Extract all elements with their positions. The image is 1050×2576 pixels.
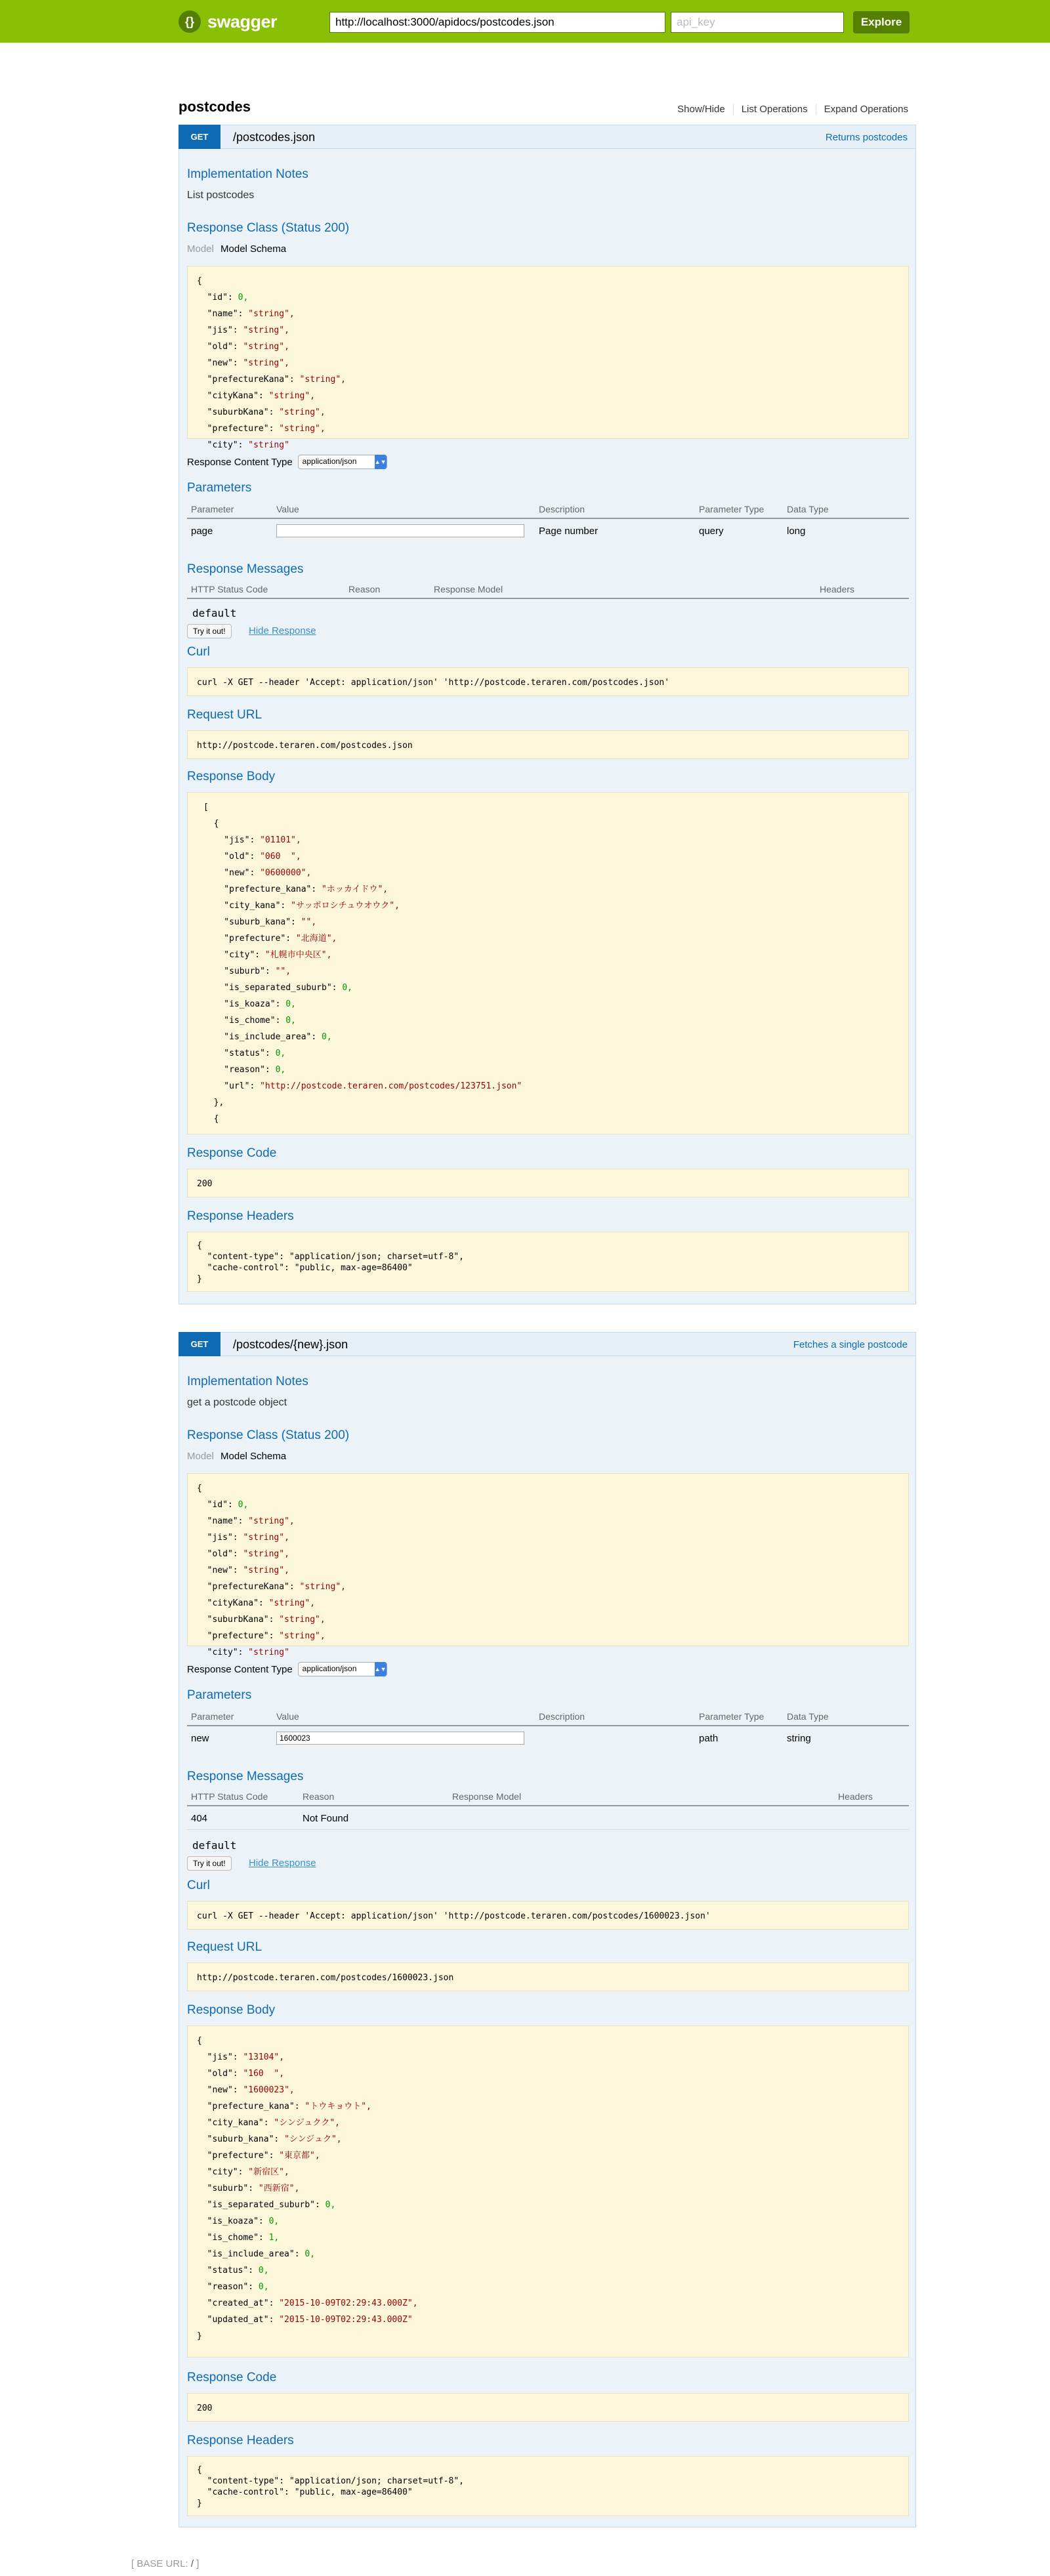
- col-status-code: HTTP Status Code: [191, 584, 268, 594]
- implementation-notes-text: List postcodes: [187, 190, 255, 201]
- page-param-input[interactable]: [276, 524, 524, 537]
- header-line: "cache-control": "public, max-age=86400": [197, 2487, 413, 2497]
- header-line: }: [197, 2499, 202, 2508]
- code-line: "new": "string",: [197, 358, 289, 368]
- col-parameter-type: Parameter Type: [699, 504, 765, 514]
- param-type: query: [699, 526, 724, 537]
- code-line: "city_kana": "シンジュクク",: [197, 2118, 340, 2128]
- content-type-select[interactable]: [298, 1662, 387, 1676]
- param-data-type: string: [787, 1733, 811, 1744]
- code-line: "jis": "01101",: [203, 835, 301, 845]
- operation-summary[interactable]: Returns postcodes: [825, 132, 908, 143]
- code-line: "old": "string",: [197, 1549, 289, 1559]
- operation-summary[interactable]: Fetches a single postcode: [793, 1339, 908, 1350]
- param-description: Page number: [539, 526, 598, 537]
- col-parameter-type: Parameter Type: [699, 1711, 765, 1722]
- code-line: "cityKana": "string",: [197, 1598, 316, 1608]
- explore-button[interactable]: Explore: [853, 11, 910, 33]
- header-line: {: [197, 1241, 202, 1251]
- code-line: "city": "新宿区",: [197, 2167, 289, 2177]
- code-line: "is_chome": 0,: [203, 1016, 296, 1026]
- parameter-row: [187, 1726, 909, 1750]
- response-content-type-label: Response Content Type: [187, 1663, 293, 1675]
- api-key-input[interactable]: [671, 12, 844, 33]
- curl-command: curl -X GET --header 'Accept: application/json' 'http://postcode.teraren.com/postcodes.json': [197, 678, 670, 688]
- model-tab[interactable]: Model: [187, 243, 214, 255]
- col-value: Value: [276, 504, 299, 514]
- code-line: "suburb_kana": "シンジュク",: [197, 2134, 342, 2144]
- header-line: "content-type": "application/json; charset=utf-8",: [197, 2476, 464, 2486]
- col-description: Description: [539, 504, 585, 514]
- response-headers-heading: Response Headers: [187, 2434, 294, 2447]
- code-line: "old": "string",: [197, 342, 289, 352]
- code-line: {: [203, 1114, 219, 1124]
- param-data-type: long: [787, 526, 806, 537]
- col-reason: Reason: [303, 1791, 335, 1802]
- http-method-badge[interactable]: GET: [178, 1332, 220, 1356]
- code-line: "prefecture": "string",: [197, 424, 326, 434]
- base-url-label: BASE URL: [136, 2558, 186, 2569]
- response-messages-heading: Response Messages: [187, 1770, 304, 1783]
- select-arrow-icon: ▲▼: [375, 455, 387, 469]
- parameters-table: [187, 502, 909, 543]
- code-line: "id": 0,: [197, 1500, 249, 1510]
- parameters-heading: Parameters: [187, 1688, 252, 1702]
- response-class-heading: Response Class (Status 200): [187, 1428, 350, 1442]
- resource-links: [669, 104, 908, 115]
- col-value: Value: [276, 1711, 299, 1722]
- select-arrow-icon: ▲▼: [375, 1662, 387, 1676]
- code-line: "created_at": "2015-10-09T02:29:43.000Z",: [197, 2298, 418, 2308]
- code-line: "prefecture": "北海道",: [203, 934, 337, 944]
- code-line: "new": "1600023",: [197, 2085, 295, 2095]
- response-body-heading: Response Body: [187, 2003, 276, 2017]
- parameters-table: [187, 1709, 909, 1750]
- content-type-value: application/json: [302, 1664, 357, 1673]
- message-reason: Not Found: [303, 1813, 349, 1824]
- content-type-value: application/json: [302, 457, 357, 466]
- header-line: "content-type": "application/json; charset=utf-8",: [197, 1252, 464, 1262]
- model-tabs: [187, 243, 286, 255]
- response-messages-table: [187, 1789, 909, 1830]
- code-line: "prefecture_kana": "ホッカイドウ",: [203, 884, 388, 894]
- response-content-type-label: Response Content Type: [187, 456, 293, 468]
- http-method-badge[interactable]: GET: [178, 125, 220, 149]
- model-tab[interactable]: Model: [187, 1451, 214, 1462]
- code-line: "suburbKana": "string",: [197, 1615, 326, 1625]
- code-line: "city_kana": "サッポロシチュウオウク",: [203, 901, 400, 911]
- response-content-type: [187, 1662, 387, 1676]
- operation-path[interactable]: /postcodes.json: [233, 131, 316, 144]
- model-schema-tab[interactable]: Model Schema: [220, 243, 287, 255]
- curl-box[interactable]: [187, 667, 909, 696]
- response-code-heading: Response Code: [187, 2371, 277, 2384]
- col-response-model: Response Model: [452, 1791, 522, 1802]
- code-line: "cityKana": "string",: [197, 391, 316, 401]
- response-headers-heading: Response Headers: [187, 1209, 294, 1223]
- code-line: "new": "string",: [197, 1566, 289, 1575]
- code-line: [: [203, 802, 209, 812]
- implementation-notes-text: get a postcode object: [187, 1397, 287, 1408]
- code-line: "name": "string",: [197, 1516, 295, 1526]
- code-line: "is_separated_suburb": 0,: [197, 2200, 336, 2210]
- response-messages-table: [187, 582, 909, 599]
- model-schema-box[interactable]: [187, 1473, 909, 1657]
- code-line: "is_include_area": 0,: [203, 1032, 332, 1042]
- code-line: "prefectureKana": "string",: [197, 1582, 346, 1592]
- header-line: "cache-control": "public, max-age=86400": [197, 1263, 413, 1273]
- parameters-header-row: [187, 502, 909, 519]
- code-line: "prefecture_kana": "トウキョウト",: [197, 2102, 371, 2111]
- curl-heading: Curl: [187, 1879, 210, 1892]
- code-line: "prefecture": "string",: [197, 1631, 326, 1641]
- col-parameter: Parameter: [191, 504, 234, 514]
- code-line: "city": "string": [197, 1648, 289, 1657]
- request-url-text: http://postcode.teraren.com/postcodes.json: [197, 741, 413, 751]
- swagger-logo-icon: {}: [178, 10, 201, 33]
- request-url-box[interactable]: [187, 1963, 909, 1991]
- code-line: {: [197, 1484, 202, 1493]
- col-description: Description: [539, 1711, 585, 1722]
- col-data-type: Data Type: [787, 1711, 829, 1722]
- curl-heading: Curl: [187, 645, 210, 659]
- base-url-footer: [ BASE URL: / ]: [131, 2558, 200, 2569]
- model-schema-tab[interactable]: Model Schema: [220, 1451, 287, 1462]
- default-label: default: [192, 1839, 237, 1852]
- message-row: [187, 1806, 909, 1830]
- hide-response-link[interactable]: Hide Response: [249, 625, 316, 636]
- header-line: {: [197, 2465, 202, 2475]
- code-line: "is_separated_suburb": 0,: [203, 983, 352, 993]
- code-line: "suburb": "西新宿",: [197, 2184, 300, 2193]
- code-line: "city": "札幌市中央区",: [203, 950, 332, 960]
- request-url-box[interactable]: [187, 730, 909, 759]
- col-parameter: Parameter: [191, 1711, 234, 1722]
- request-url-heading: Request URL: [187, 1940, 262, 1954]
- response-code-value: 200: [197, 1179, 213, 1189]
- code-line: "old": "060 ",: [203, 852, 301, 862]
- operation-list-postcodes: [178, 125, 916, 1304]
- base-url-value: /: [190, 2558, 194, 2569]
- response-headers-box[interactable]: [187, 2456, 909, 2516]
- code-line: {: [197, 2036, 202, 2046]
- curl-command: curl -X GET --header 'Accept: application/json' 'http://postcode.teraren.com/postcodes/1600023.json': [197, 1911, 711, 1921]
- code-line: "id": 0,: [197, 293, 249, 302]
- response-code-box[interactable]: [187, 1169, 909, 1197]
- code-line: "jis": "string",: [197, 1533, 289, 1543]
- operation-path[interactable]: /postcodes/{new}.json: [233, 1338, 348, 1351]
- swagger-logo[interactable]: [178, 10, 277, 33]
- parameters-heading: Parameters: [187, 481, 252, 495]
- code-line: "suburb_kana": "",: [203, 917, 317, 927]
- model-tabs: [187, 1451, 286, 1462]
- col-data-type: Data Type: [787, 504, 829, 514]
- operation-heading[interactable]: [179, 1333, 915, 1356]
- list-operations-link[interactable]: List Operations: [733, 104, 816, 115]
- code-line: {: [197, 276, 202, 286]
- message-code: 404: [191, 1813, 208, 1824]
- code-line: "city": "string": [197, 440, 289, 450]
- response-messages-heading: Response Messages: [187, 562, 304, 576]
- operation-get-postcode: [178, 1332, 916, 2527]
- show-hide-link[interactable]: Show/Hide: [677, 104, 725, 115]
- response-body-box[interactable]: [187, 792, 909, 1134]
- default-label: default: [192, 607, 237, 619]
- code-line: }: [197, 2331, 202, 2341]
- col-reason: Reason: [348, 584, 381, 594]
- code-line: {: [203, 819, 219, 829]
- expand-operations-link[interactable]: Expand Operations: [816, 104, 908, 115]
- try-it-out-button[interactable]: Try it out!: [187, 1856, 232, 1871]
- curl-box[interactable]: [187, 1901, 909, 1930]
- response-body-box[interactable]: [187, 2025, 909, 2358]
- code-line: "is_koaza": 0,: [197, 2216, 280, 2226]
- top-bar: [0, 0, 1050, 43]
- request-url-text: http://postcode.teraren.com/postcodes/1600023.json: [197, 1973, 454, 1983]
- response-code-box[interactable]: [187, 2393, 909, 2422]
- model-schema-box[interactable]: [187, 266, 909, 450]
- param-type: path: [699, 1733, 719, 1744]
- code-line: "is_include_area": 0,: [197, 2249, 316, 2259]
- operation-heading[interactable]: [179, 125, 915, 149]
- new-param-input[interactable]: [276, 1732, 524, 1745]
- code-line: "status": 0,: [197, 2266, 269, 2275]
- code-line: "suburbKana": "string",: [197, 407, 326, 417]
- col-response-model: Response Model: [434, 584, 503, 594]
- response-headers-box[interactable]: [187, 1232, 909, 1292]
- param-name: new: [191, 1733, 209, 1744]
- code-line: "is_chome": 1,: [197, 2233, 280, 2243]
- code-line: },: [203, 1098, 224, 1108]
- header-line: }: [197, 1274, 202, 1284]
- response-code-value: 200: [197, 2403, 213, 2413]
- code-line: "prefectureKana": "string",: [197, 375, 346, 384]
- code-line: "url": "http://postcode.teraren.com/postcodes/123751.json": [203, 1081, 522, 1091]
- code-line: "name": "string",: [197, 309, 295, 319]
- code-line: "jis": "string",: [197, 325, 289, 335]
- implementation-notes-heading: Implementation Notes: [187, 1375, 308, 1388]
- code-line: "reason": 0,: [203, 1065, 286, 1075]
- code-line: "reason": 0,: [197, 2282, 269, 2292]
- param-name: page: [191, 526, 213, 537]
- col-headers: Headers: [838, 1791, 873, 1802]
- api-url-input[interactable]: [329, 12, 665, 33]
- code-line: "suburb": "",: [203, 966, 291, 976]
- parameter-row: [187, 519, 909, 543]
- response-class-heading: Response Class (Status 200): [187, 221, 350, 235]
- col-headers: Headers: [820, 584, 854, 594]
- response-body-heading: Response Body: [187, 770, 276, 783]
- parameters-header-row: [187, 1709, 909, 1726]
- hide-response-link[interactable]: Hide Response: [249, 1858, 316, 1869]
- code-line: "prefecture": "東京都",: [197, 2151, 320, 2161]
- request-url-heading: Request URL: [187, 708, 262, 722]
- implementation-notes-heading: Implementation Notes: [187, 167, 308, 181]
- resource-title[interactable]: postcodes: [178, 98, 251, 115]
- col-status-code: HTTP Status Code: [191, 1791, 268, 1802]
- response-content-type: [187, 455, 387, 469]
- code-line: "status": 0,: [203, 1049, 286, 1058]
- code-line: "new": "0600000",: [203, 868, 312, 878]
- code-line: "old": "160 ",: [197, 2069, 285, 2079]
- content-type-select[interactable]: [298, 455, 387, 469]
- code-line: "updated_at": "2015-10-09T02:29:43.000Z": [197, 2315, 413, 2325]
- code-line: "is_koaza": 0,: [203, 999, 296, 1009]
- swagger-logo-text: swagger: [207, 11, 278, 31]
- try-it-out-button[interactable]: Try it out!: [187, 624, 232, 638]
- messages-header-row: [187, 582, 909, 599]
- code-line: "jis": "13104",: [197, 2052, 285, 2062]
- response-code-heading: Response Code: [187, 1146, 277, 1160]
- messages-header-row: [187, 1789, 909, 1806]
